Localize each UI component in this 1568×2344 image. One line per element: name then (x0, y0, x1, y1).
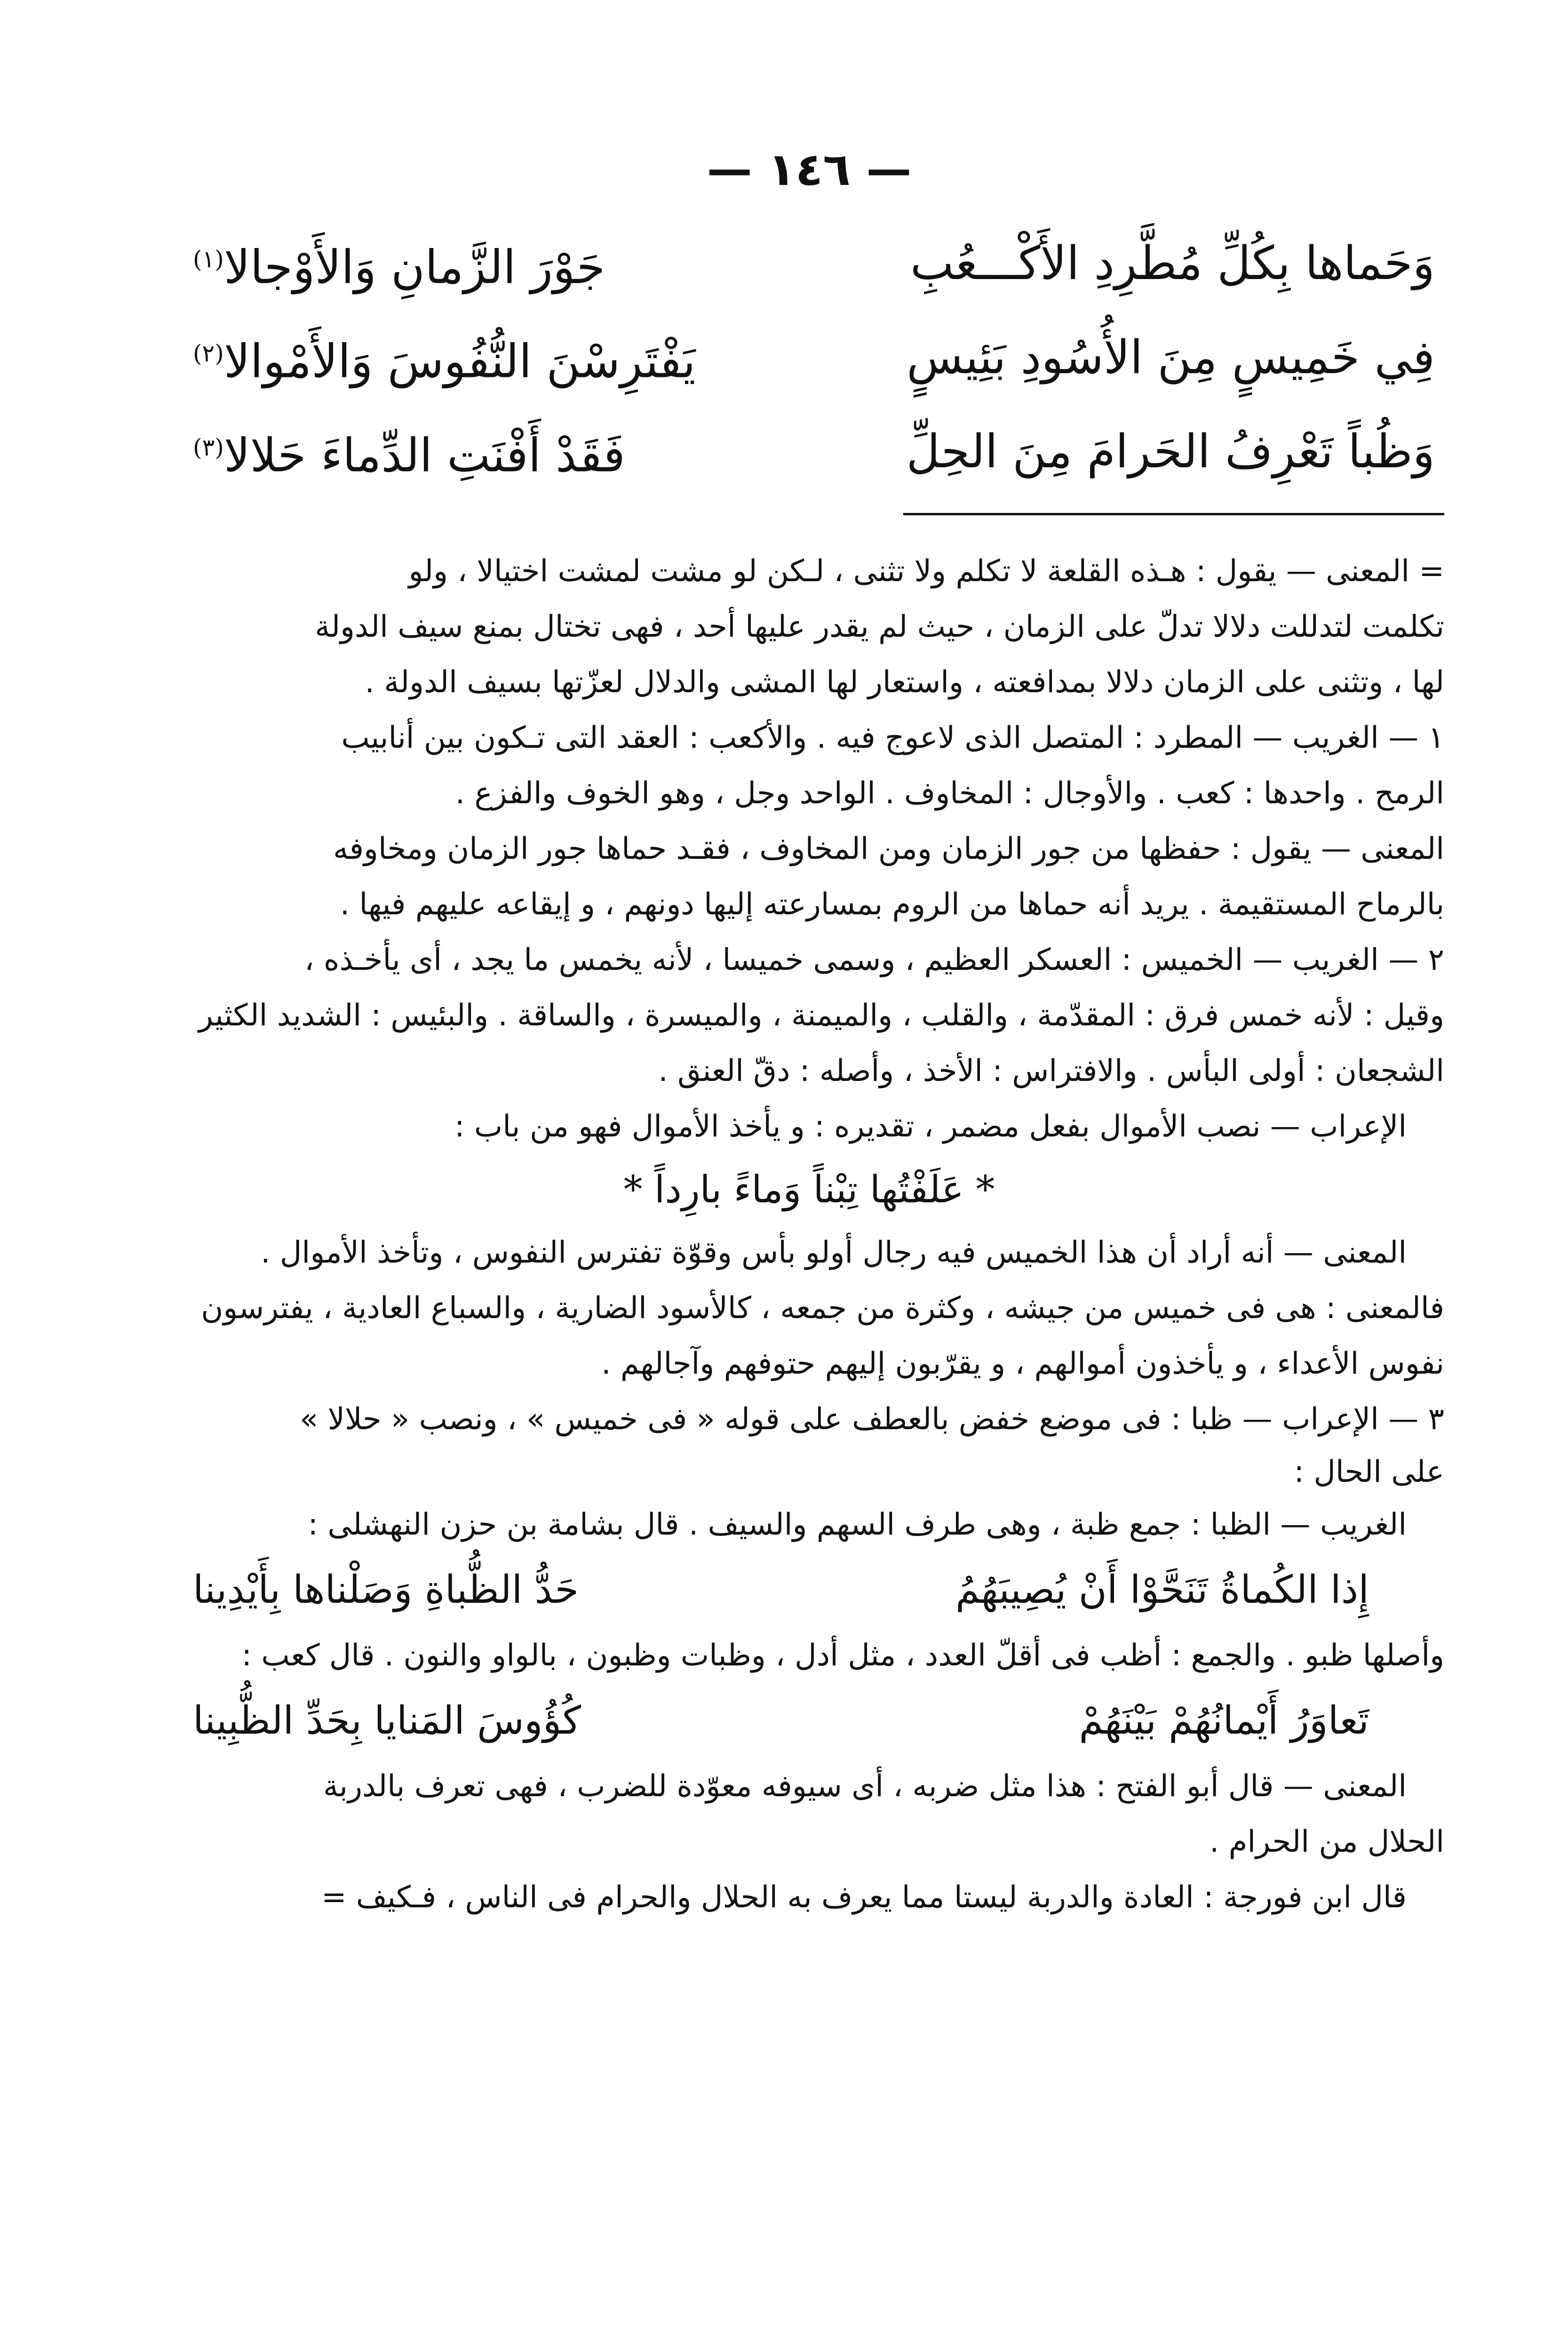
verse-2-first-hemistich: فِي خَمِيسٍ مِنَ الأُسُودِ بَئِيسٍ (907, 331, 1435, 384)
cited-poem-2-second: كُؤُوسَ المَنايا بِحَدِّ الظُّبِينا (193, 1698, 581, 1743)
quoted-verse: * عَلَفْتُها تِبْناً وَماءً بارِداً * (623, 1168, 995, 1211)
verse-3 (174, 405, 1444, 499)
footnote-marker-3: (٣) (193, 434, 224, 462)
footnote-marker-1: (١) (193, 246, 224, 273)
commentary-line: لها ، وتثنى على الزمان دلالا بمدافعته ، واستعار لها المشى والدلال لعزّتها بسيف الدولة . (365, 665, 1444, 700)
commentary-line: الحلال من الحرام . (1210, 1824, 1444, 1859)
commentary-line: = المعنى — يقول : هـذه القلعة لا تكلم ولا تثنى ، لـكن لو مشت لمشت اختيالا ، ولو (408, 554, 1444, 589)
verse-2-second-hemistich (193, 306, 696, 409)
verse-1 (174, 216, 1444, 311)
commentary-block-3 (174, 1628, 1444, 1683)
commentary-line: المعنى — يقول : حفظها من جور الزمان ومن المخاوف ، فقـد حماها جور الزمان ومخاوفه (333, 832, 1444, 866)
commentary-line: الشجعان : أولى البأس . والافتراس : الأخذ ، وأصله : دقّ العنق . (658, 1054, 1444, 1088)
cited-poem-2 (174, 1683, 1444, 1759)
commentary-line: الرمح . واحدها : كعب . والأوجال : المخاوف . الواحد وجل ، وهو الخوف والفزع . (455, 776, 1444, 811)
commentary-line: قال ابن فورجة : العادة والدربة ليستا مما يعرف به الحلال والحرام فى الناس ، فـكيف = (321, 1880, 1407, 1915)
verse-2 (174, 311, 1444, 405)
cited-poem-1-first: إِذا الكُماةُ تَنَحَّوْا أَنْ يُصِيبَهُمُ (955, 1568, 1369, 1612)
cited-poem-1-second: حَدُّ الظُّباةِ وَصَلْناها بِأَيْدِينا (193, 1568, 579, 1612)
commentary-line: تكلمت لتدللت دلالا تدلّ على الزمان ، حيث لم يقدر عليها أحد ، فهى تختال بمنع سيف الدولة (315, 609, 1444, 644)
verse-1-second-hemistich (193, 212, 605, 315)
verse-3-second-text: فَقَدْ أَفْنَتِ الدِّماءَ حَلالا (223, 429, 625, 483)
verse-2-second-text: يَفْتَرِسْنَ النُّفُوسَ وَالأَمْوالا (223, 335, 696, 389)
commentary-line: المعنى — قال أبو الفتح : هذا مثل ضربه ، أى سيوفه معوّدة للضرب ، فهى تعرف بالدربة (323, 1769, 1407, 1804)
verse-1-second-text: جَوْرَ الزَّمانِ وَالأَوْجالا (223, 240, 605, 295)
footnote-marker-2: (٢) (193, 340, 224, 368)
verse-3-first-hemistich: وَظُباً تَعْرِفُ الحَرامَ مِنَ الحِلِّ (906, 425, 1435, 479)
cited-poem-1 (174, 1552, 1444, 1628)
commentary-line: بالرماح المستقيمة . يريد أنه حماها من الروم بمسارعته إليها دونهم ، و إيقاعه عليهم فيها . (340, 887, 1444, 922)
verse-1-first-hemistich: وَحَماها بِكُلِّ مُطَّرِدِ الأَكْـــعُبِ (910, 237, 1435, 290)
commentary-line: ٢ — الغريب — الخميس : العسكر العظيم ، وسمى خميسا ، لأنه يخمس ما يجد ، أى يأخـذه ، (304, 943, 1444, 977)
commentary-line: الإعراب — نصب الأموال بفعل مضمر ، تقديره : و يأخذ الأموال فهو من باب : (454, 1109, 1407, 1144)
separator-rule (903, 513, 1444, 515)
commentary-block-1 (174, 544, 1444, 1154)
commentary-line: ٣ — الإعراب — ظبا : فى موضع خفض بالعطف على قوله « فى خميس » ، ونصب « حلالا » (299, 1402, 1444, 1437)
commentary-line: المعنى — أنه أراد أن هذا الخميس فيه رجال أولو بأس وقوّة تفترس النفوس ، وتأخذ الأموال . (261, 1235, 1407, 1270)
commentary-line: على الحال : (1294, 1455, 1444, 1489)
book-page (174, 141, 1444, 2259)
commentary-line: فالمعنى : هى فى خميس من جيشه ، وكثرة من جمعه ، كالأسود الضارية ، والسباع العادية ، يفترسون (201, 1291, 1444, 1326)
page-number: — ١٤٦ — (707, 143, 912, 196)
verse-3-second-hemistich (193, 400, 625, 503)
commentary-line: نفوس الأعداء ، و يأخذون أموالهم ، و يقرّبون إليهم حتوفهم وآجالهم . (601, 1346, 1444, 1381)
commentary-line: الغريب — الظبا : جمع ظبة ، وهى طرف السهم والسيف . قال بشامة بن حزن النهشلى : (308, 1507, 1407, 1542)
cited-poem-2-first: تَعاوَرُ أَيْمانُهُمْ بَيْنَهُمْ (1079, 1698, 1369, 1743)
commentary-line: ١ — الغريب — المطرد : المتصل الذى لاعوج فيه . والأكعب : العقد التى تـكون بين أنابيب (341, 720, 1444, 755)
commentary-line: وأصلها ظبو . والجمع : أظب فى أقلّ العدد ، مثل أدل ، وظبات وظبون ، بالواو والنون . قال كعب : (241, 1638, 1444, 1673)
commentary-line: وقيل : لأنه خمس فرق : المقدّمة ، والقلب ، والميمنة ، والميسرة ، والساقة . والبئيس : الشديد الكثير (198, 998, 1444, 1033)
commentary-block-4 (174, 1759, 1444, 1925)
commentary-block-2 (174, 1225, 1444, 1552)
